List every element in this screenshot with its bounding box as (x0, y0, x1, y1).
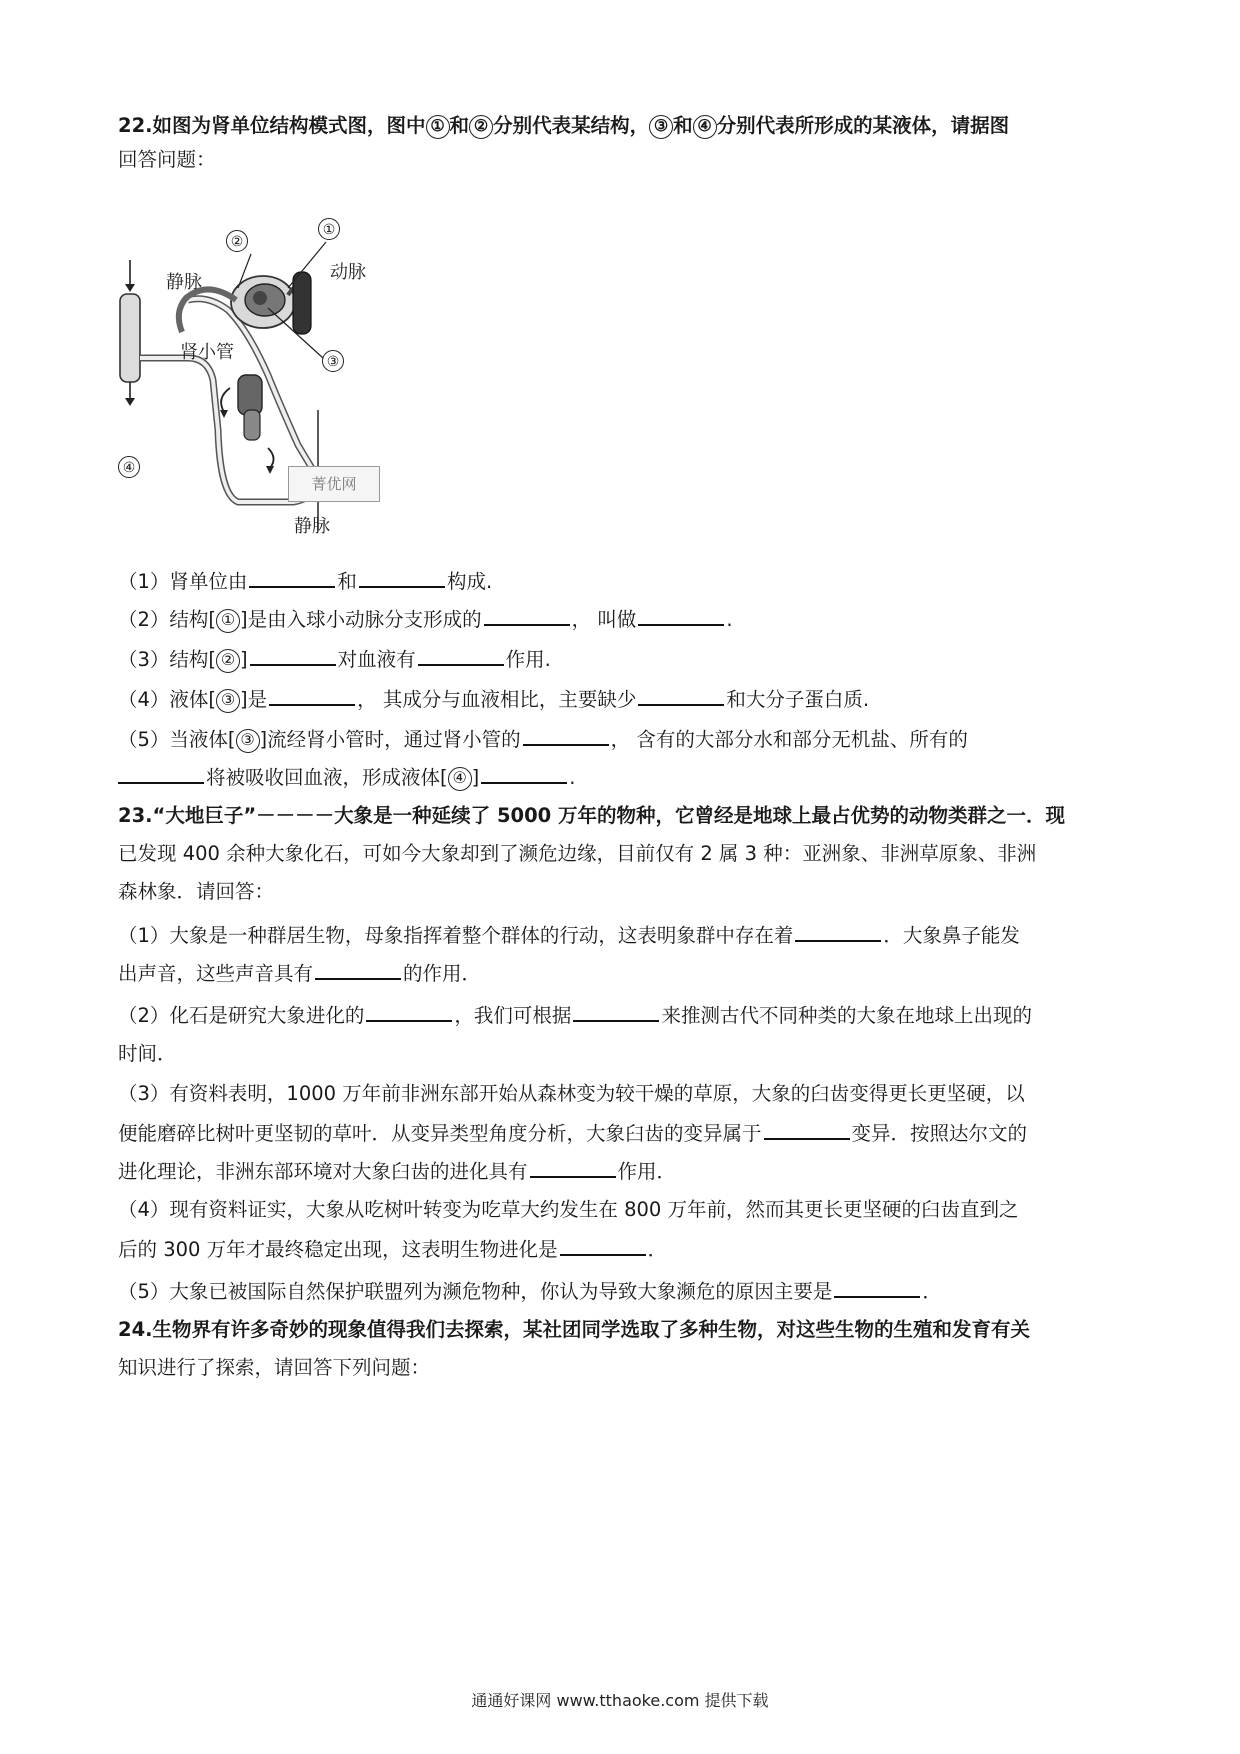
q23-line1: 23.“大地巨子”－－－－大象是一种延续了 5000 万年的物种，它曾经是地球上最占优势的动物类群之一．现 (118, 804, 1066, 827)
q23-s1-text2: ．大象鼻子能发 (883, 924, 1020, 947)
q22-s4-text3: ， 其成分与血液相比，主要缺少 (357, 688, 637, 711)
answer-blank[interactable] (834, 1276, 920, 1298)
q23-s3-text4: 进化理论，非洲东部环境对大象臼齿的进化具有 (118, 1160, 528, 1183)
q22-s5-text: （5）当液体[ (118, 728, 236, 751)
q23-s1-text3: 出声音，这些声音具有 (118, 962, 314, 985)
q23-s4-cont (118, 1234, 1120, 1264)
circle-4: ④ (693, 115, 717, 139)
q23-s1-text: （1）大象是一种群居生物，母象指挥着整个群体的行动，这表明象群中存在着 (118, 924, 794, 947)
label-vein-bottom: 静脉 (294, 516, 330, 537)
q22-s3 (118, 644, 1120, 674)
marker-3: ③ (322, 350, 344, 372)
circle-1: ① (426, 115, 450, 139)
q22-intro-line1 (118, 112, 1120, 140)
q22-s5 (118, 724, 1120, 754)
q23-s2 (118, 1000, 1120, 1030)
and-text: 和 (449, 114, 470, 137)
q22-s3-text: （3）结构[ (118, 648, 217, 671)
q22-s4-text2: ]是 (240, 688, 268, 711)
q22-s1-text: （1）肾单位由 (118, 570, 248, 593)
answer-blank[interactable] (250, 644, 336, 666)
q23-s4-end: ． (647, 1238, 668, 1261)
q23-s2-text3: 来推测古代不同种类的大象在地球上出现的 (661, 1004, 1032, 1027)
q23-s1 (118, 920, 1120, 950)
answer-blank[interactable] (315, 958, 401, 980)
answer-blank[interactable] (638, 684, 724, 706)
q23-s3-cont1 (118, 1118, 1120, 1148)
label-artery: 动脉 (330, 262, 366, 283)
q22-s2-text3: ， 叫做 (571, 608, 637, 631)
q22-s5-text2: ]流经肾小管时，通过肾小管的 (259, 728, 521, 751)
circle-3: ③ (236, 729, 260, 753)
q23-s3: （3）有资料表明，1000 万年前非洲东部开始从森林变为较干燥的草原，大象的臼齿变得更长更坚硬，以 (118, 1082, 1025, 1105)
answer-blank[interactable] (523, 724, 609, 746)
q22-s3-text2: 对血液有 (337, 648, 416, 671)
label-tubule: 肾小管 (180, 342, 234, 363)
q23-s2-text2: ，我们可根据 (454, 1004, 572, 1027)
q22-s1 (118, 566, 1120, 596)
answer-blank[interactable] (418, 644, 504, 666)
marker-2: ② (226, 230, 248, 252)
answer-blank[interactable] (269, 684, 355, 706)
answer-blank[interactable] (764, 1118, 850, 1140)
circle-3: ③ (649, 115, 673, 139)
q22-s5b-text: 将被吸收回血液，形成液体[ (206, 766, 448, 789)
q23-s5-end: ． (922, 1280, 942, 1303)
watermark-logo: 菁优网 (288, 466, 380, 502)
marker-4: ④ (118, 456, 140, 478)
q23-line3: 森林象．请回答： (118, 880, 275, 903)
q24-line2: 知识进行了探索，请回答下列问题： (118, 1356, 431, 1379)
answer-blank[interactable] (560, 1234, 646, 1256)
q22-s1-end: 构成. (446, 570, 493, 593)
answer-blank[interactable] (530, 1156, 616, 1178)
q23-s1-end: 的作用． (403, 962, 482, 985)
answer-blank[interactable] (481, 762, 567, 784)
q22-s5b-bracket: ] (471, 766, 480, 789)
answer-blank[interactable] (366, 1000, 452, 1022)
circle-1: ① (216, 609, 240, 633)
q22-s2-text: （2）结构[ (118, 608, 217, 631)
q23-s3-text2: 便能磨碎比树叶更坚韧的草叶．从变异类型角度分析，大象臼齿的变异属于 (118, 1122, 762, 1145)
page-footer: 通通好课网 www.tthaoke.com 提供下载 (471, 1691, 769, 1710)
label-vein-top: 静脉 (166, 272, 202, 293)
q22-s5-text3: ， 含有的大部分水和部分无机盐、所有的 (610, 728, 968, 751)
q22-s5-cont (118, 762, 1120, 792)
q23-s2-cont: 时间． (118, 1042, 177, 1065)
q23-s1-cont (118, 958, 1120, 988)
answer-blank[interactable] (249, 566, 335, 588)
q23-s4: （4）现有资料证实，大象从吃树叶转变为吃草大约发生在 800 万年前，然而其更长更坚硬的臼齿直到之 (118, 1198, 1019, 1221)
q22-s2 (118, 604, 1120, 634)
answer-blank[interactable] (118, 762, 204, 784)
circle-2: ② (216, 649, 240, 673)
circle-2: ② (469, 115, 493, 139)
answer-blank[interactable] (484, 604, 570, 626)
circle-4: ④ (448, 767, 472, 791)
answer-blank[interactable] (795, 920, 881, 942)
q22-intro-text2: 分别代表某结构， (493, 114, 650, 137)
circle-3: ③ (216, 689, 240, 713)
q22-s4-text: （4）液体[ (118, 688, 217, 711)
answer-blank[interactable] (638, 604, 724, 626)
q23-s3-cont2 (118, 1156, 1120, 1186)
q22-s4-end: 和大分子蛋白质. (726, 688, 870, 711)
q23-s2-text: （2）化石是研究大象进化的 (118, 1004, 365, 1027)
answer-blank[interactable] (573, 1000, 659, 1022)
q22-s2-end: . (726, 608, 733, 631)
and-text2: 和 (673, 114, 693, 137)
q23-s5-text: （5）大象已被国际自然保护联盟列为濒危物种，你认为导致大象濒危的原因主要是 (118, 1280, 833, 1303)
q23-line2: 已发现 400 余种大象化石，可如今大象却到了濒危边缘，目前仅有 2 属 3 种：亚洲象、非洲草原象、非洲 (118, 842, 1037, 865)
q22-intro-text3: 分别代表所形成的某液体，请据图 (716, 114, 1010, 137)
q23-s5 (118, 1276, 1120, 1306)
q22-s3-end: 作用. (505, 648, 551, 671)
q22-s1-and: 和 (337, 570, 357, 593)
marker-1: ① (318, 218, 340, 240)
q22-intro-line2: 回答问题： (118, 148, 216, 171)
q23-s3-end: 作用． (617, 1160, 677, 1183)
q22-s5b-end: . (569, 766, 576, 789)
q22-s3-bracket: ] (240, 648, 248, 671)
q23-s4-text2: 后的 300 万年才最终稳定出现，这表明生物进化是 (118, 1238, 558, 1261)
q23-s3-text3: 变异．按照达尔文的 (851, 1122, 1028, 1145)
q22-s2-text2: ]是由入球小动脉分支形成的 (240, 608, 482, 631)
q22-intro-text: 22.如图为肾单位结构模式图，图中 (118, 114, 426, 137)
q22-s4 (118, 684, 1120, 714)
answer-blank[interactable] (359, 566, 445, 588)
q24-line1: 24.生物界有许多奇妙的现象值得我们去探索，某社团同学选取了多种生物，对这些生物的生殖和发育有关 (118, 1318, 1031, 1341)
